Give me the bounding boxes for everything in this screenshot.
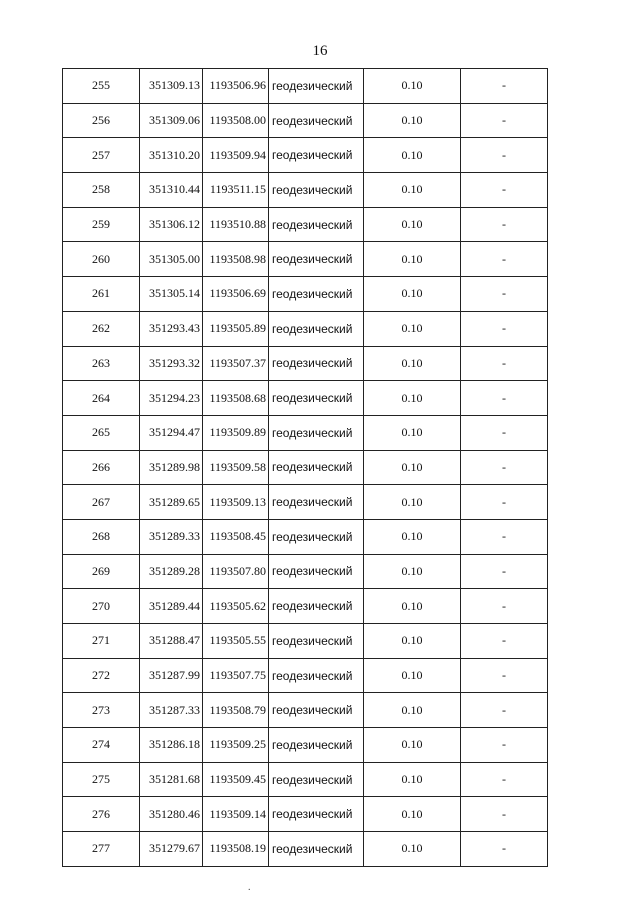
point-number-cell: 273 — [63, 693, 140, 728]
accuracy-cell: 0.10 — [364, 103, 461, 138]
description-cell: - — [461, 207, 548, 242]
method-cell: геодезический — [269, 728, 364, 763]
y-coordinate-cell: 1193509.45 — [203, 762, 269, 797]
method-cell: геодезический — [269, 693, 364, 728]
accuracy-cell: 0.10 — [364, 311, 461, 346]
description-cell: - — [461, 624, 548, 659]
description-cell: - — [461, 242, 548, 277]
point-number-cell: 277 — [63, 832, 140, 867]
method-cell: геодезический — [269, 207, 364, 242]
point-number-cell: 265 — [63, 415, 140, 450]
method-cell: геодезический — [269, 311, 364, 346]
point-number-cell: 258 — [63, 173, 140, 208]
x-coordinate-cell: 351289.33 — [140, 519, 203, 554]
description-cell: - — [461, 69, 548, 104]
y-coordinate-cell: 1193505.62 — [203, 589, 269, 624]
description-cell: - — [461, 589, 548, 624]
table-row — [63, 173, 548, 208]
point-number-cell: 270 — [63, 589, 140, 624]
point-number-cell: 255 — [63, 69, 140, 104]
method-cell: геодезический — [269, 173, 364, 208]
x-coordinate-cell: 351286.18 — [140, 728, 203, 763]
accuracy-cell: 0.10 — [364, 277, 461, 312]
y-coordinate-cell: 1193507.75 — [203, 658, 269, 693]
table-row — [63, 346, 548, 381]
table-row — [63, 69, 548, 104]
table-row — [63, 554, 548, 589]
y-coordinate-cell: 1193509.13 — [203, 485, 269, 520]
description-cell: - — [461, 277, 548, 312]
accuracy-cell: 0.10 — [364, 415, 461, 450]
accuracy-cell: 0.10 — [364, 381, 461, 416]
table-row — [63, 103, 548, 138]
method-cell: геодезический — [269, 138, 364, 173]
footer-mark: . — [248, 882, 251, 893]
accuracy-cell: 0.10 — [364, 485, 461, 520]
x-coordinate-cell: 351280.46 — [140, 797, 203, 832]
accuracy-cell: 0.10 — [364, 762, 461, 797]
description-cell: - — [461, 519, 548, 554]
x-coordinate-cell: 351287.99 — [140, 658, 203, 693]
point-number-cell: 266 — [63, 450, 140, 485]
method-cell: геодезический — [269, 485, 364, 520]
x-coordinate-cell: 351289.44 — [140, 589, 203, 624]
description-cell: - — [461, 485, 548, 520]
x-coordinate-cell: 351281.68 — [140, 762, 203, 797]
point-number-cell: 267 — [63, 485, 140, 520]
method-cell: геодезический — [269, 832, 364, 867]
description-cell: - — [461, 381, 548, 416]
x-coordinate-cell: 351293.43 — [140, 311, 203, 346]
description-cell: - — [461, 728, 548, 763]
x-coordinate-cell: 351289.28 — [140, 554, 203, 589]
method-cell: геодезический — [269, 554, 364, 589]
description-cell: - — [461, 138, 548, 173]
description-cell: - — [461, 311, 548, 346]
method-cell: геодезический — [269, 381, 364, 416]
coordinates-table — [62, 68, 548, 867]
point-number-cell: 274 — [63, 728, 140, 763]
table-row — [63, 450, 548, 485]
x-coordinate-cell: 351305.00 — [140, 242, 203, 277]
y-coordinate-cell: 1193508.79 — [203, 693, 269, 728]
y-coordinate-cell: 1193508.45 — [203, 519, 269, 554]
x-coordinate-cell: 351289.65 — [140, 485, 203, 520]
x-coordinate-cell: 351287.33 — [140, 693, 203, 728]
table-row — [63, 138, 548, 173]
method-cell: геодезический — [269, 346, 364, 381]
y-coordinate-cell: 1193509.14 — [203, 797, 269, 832]
table-row — [63, 381, 548, 416]
description-cell: - — [461, 415, 548, 450]
point-number-cell: 268 — [63, 519, 140, 554]
table-row — [63, 207, 548, 242]
y-coordinate-cell: 1193508.19 — [203, 832, 269, 867]
point-number-cell: 257 — [63, 138, 140, 173]
x-coordinate-cell: 351294.47 — [140, 415, 203, 450]
accuracy-cell: 0.10 — [364, 797, 461, 832]
point-number-cell: 262 — [63, 311, 140, 346]
y-coordinate-cell: 1193508.68 — [203, 381, 269, 416]
accuracy-cell: 0.10 — [364, 832, 461, 867]
method-cell: геодезический — [269, 277, 364, 312]
method-cell: геодезический — [269, 242, 364, 277]
point-number-cell: 264 — [63, 381, 140, 416]
y-coordinate-cell: 1193505.55 — [203, 624, 269, 659]
description-cell: - — [461, 832, 548, 867]
point-number-cell: 260 — [63, 242, 140, 277]
table-row — [63, 693, 548, 728]
table-row — [63, 797, 548, 832]
coordinates-table-body — [63, 69, 548, 867]
description-cell: - — [461, 658, 548, 693]
point-number-cell: 275 — [63, 762, 140, 797]
x-coordinate-cell: 351310.20 — [140, 138, 203, 173]
accuracy-cell: 0.10 — [364, 624, 461, 659]
point-number-cell: 261 — [63, 277, 140, 312]
method-cell: геодезический — [269, 762, 364, 797]
description-cell: - — [461, 797, 548, 832]
accuracy-cell: 0.10 — [364, 242, 461, 277]
accuracy-cell: 0.10 — [364, 173, 461, 208]
y-coordinate-cell: 1193507.37 — [203, 346, 269, 381]
y-coordinate-cell: 1193510.88 — [203, 207, 269, 242]
method-cell: геодезический — [269, 69, 364, 104]
table-row — [63, 485, 548, 520]
y-coordinate-cell: 1193506.96 — [203, 69, 269, 104]
method-cell: геодезический — [269, 624, 364, 659]
method-cell: геодезический — [269, 658, 364, 693]
table-row — [63, 658, 548, 693]
table-row — [63, 589, 548, 624]
point-number-cell: 271 — [63, 624, 140, 659]
point-number-cell: 272 — [63, 658, 140, 693]
accuracy-cell: 0.10 — [364, 138, 461, 173]
x-coordinate-cell: 351288.47 — [140, 624, 203, 659]
point-number-cell: 276 — [63, 797, 140, 832]
table-row — [63, 519, 548, 554]
accuracy-cell: 0.10 — [364, 519, 461, 554]
x-coordinate-cell: 351309.13 — [140, 69, 203, 104]
table-row — [63, 728, 548, 763]
x-coordinate-cell: 351294.23 — [140, 381, 203, 416]
point-number-cell: 269 — [63, 554, 140, 589]
table-row — [63, 242, 548, 277]
table-row — [63, 311, 548, 346]
accuracy-cell: 0.10 — [364, 69, 461, 104]
x-coordinate-cell: 351309.06 — [140, 103, 203, 138]
table-row — [63, 832, 548, 867]
y-coordinate-cell: 1193508.98 — [203, 242, 269, 277]
table-row — [63, 624, 548, 659]
x-coordinate-cell: 351279.67 — [140, 832, 203, 867]
point-number-cell: 259 — [63, 207, 140, 242]
y-coordinate-cell: 1193509.89 — [203, 415, 269, 450]
accuracy-cell: 0.10 — [364, 658, 461, 693]
x-coordinate-cell: 351306.12 — [140, 207, 203, 242]
y-coordinate-cell: 1193508.00 — [203, 103, 269, 138]
y-coordinate-cell: 1193506.69 — [203, 277, 269, 312]
point-number-cell: 263 — [63, 346, 140, 381]
description-cell: - — [461, 554, 548, 589]
accuracy-cell: 0.10 — [364, 554, 461, 589]
method-cell: геодезический — [269, 797, 364, 832]
method-cell: геодезический — [269, 589, 364, 624]
accuracy-cell: 0.10 — [364, 693, 461, 728]
method-cell: геодезический — [269, 519, 364, 554]
method-cell: геодезический — [269, 415, 364, 450]
description-cell: - — [461, 762, 548, 797]
description-cell: - — [461, 450, 548, 485]
description-cell: - — [461, 693, 548, 728]
page-number: 16 — [312, 43, 328, 59]
y-coordinate-cell: 1193505.89 — [203, 311, 269, 346]
accuracy-cell: 0.10 — [364, 589, 461, 624]
y-coordinate-cell: 1193507.80 — [203, 554, 269, 589]
accuracy-cell: 0.10 — [364, 346, 461, 381]
x-coordinate-cell: 351305.14 — [140, 277, 203, 312]
x-coordinate-cell: 351289.98 — [140, 450, 203, 485]
table-row — [63, 415, 548, 450]
table-row — [63, 762, 548, 797]
description-cell: - — [461, 173, 548, 208]
x-coordinate-cell: 351310.44 — [140, 173, 203, 208]
description-cell: - — [461, 346, 548, 381]
accuracy-cell: 0.10 — [364, 728, 461, 763]
point-number-cell: 256 — [63, 103, 140, 138]
y-coordinate-cell: 1193509.58 — [203, 450, 269, 485]
y-coordinate-cell: 1193509.94 — [203, 138, 269, 173]
method-cell: геодезический — [269, 450, 364, 485]
y-coordinate-cell: 1193509.25 — [203, 728, 269, 763]
method-cell: геодезический — [269, 103, 364, 138]
table-row — [63, 277, 548, 312]
x-coordinate-cell: 351293.32 — [140, 346, 203, 381]
y-coordinate-cell: 1193511.15 — [203, 173, 269, 208]
description-cell: - — [461, 103, 548, 138]
accuracy-cell: 0.10 — [364, 450, 461, 485]
accuracy-cell: 0.10 — [364, 207, 461, 242]
